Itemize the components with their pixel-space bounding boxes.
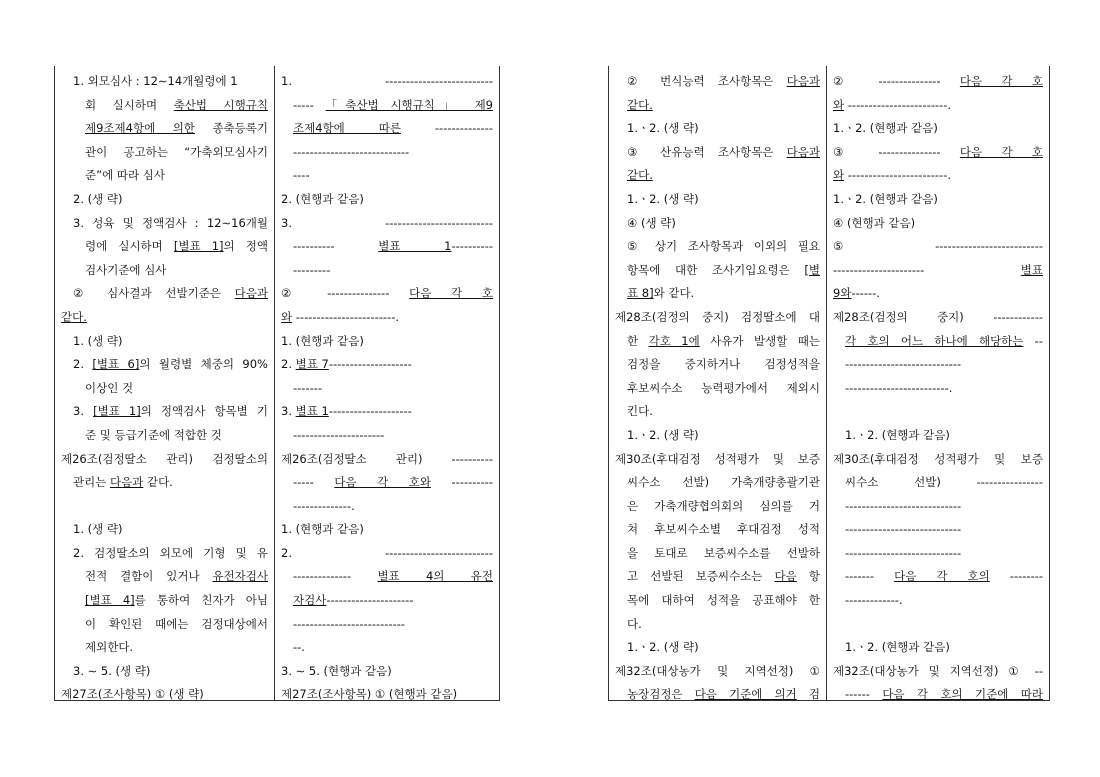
text-line: [833, 377, 1043, 401]
text-segment: 검정을 중지하거나 검정성적을: [627, 357, 820, 372]
text-line: [833, 330, 1043, 354]
underlined-text: 같다.: [627, 168, 653, 183]
underlined-text: 별표 7: [295, 357, 329, 372]
text-segment: ② ---------------: [281, 286, 410, 301]
underlined-text: [별표 1]: [93, 404, 141, 419]
text-line: [615, 188, 820, 212]
text-line: [281, 565, 493, 589]
text-line: [833, 164, 1043, 188]
text-line: [833, 448, 1043, 472]
text-segment: 관이 공고하는 “가축외모심사기: [85, 144, 268, 159]
text-line: [615, 330, 820, 354]
underlined-text: 유전자검사: [212, 569, 268, 584]
underlined-text: 제9조제4항에 의한: [85, 121, 195, 136]
text-line: [61, 117, 268, 141]
text-segment: 같다.: [143, 475, 173, 490]
text-segment: 농장검정은: [627, 687, 695, 700]
text-line: [61, 565, 268, 589]
text-line: [833, 636, 1043, 660]
text-line: [615, 495, 820, 519]
text-line: [61, 636, 268, 660]
text-segment: ------.: [851, 286, 880, 301]
text-line: [615, 164, 820, 188]
text-segment: 1.ㆍ2. (현행과 같음): [845, 427, 950, 442]
text-segment: ----------------------: [293, 427, 385, 442]
text-segment: ------------------------.: [292, 309, 400, 324]
underlined-text: 다음과: [786, 74, 820, 88]
text-segment: -------: [293, 380, 323, 395]
underlined-text: 표 8]: [627, 286, 654, 301]
text-line: [615, 377, 820, 401]
text-segment: 이상인 것: [85, 380, 134, 395]
text-segment: 1. --------------------------: [281, 74, 493, 88]
text-line: [615, 117, 820, 141]
text-line: [61, 613, 268, 637]
text-line: [615, 259, 820, 283]
underlined-text: 각호 1에: [648, 333, 700, 348]
text-segment: 전적 결함이 있거나: [85, 569, 213, 584]
underlined-text: 9와: [833, 286, 852, 301]
text-line: [615, 448, 820, 472]
text-segment: 1. 외모심사 : 12∼14개월령에 1: [73, 74, 238, 88]
text-segment: ------------------------.: [844, 168, 952, 183]
text-line: [615, 94, 820, 118]
text-line: [833, 235, 1043, 259]
text-line: [615, 518, 820, 542]
revised-text-column: [275, 66, 499, 700]
text-line: [281, 495, 493, 519]
text-segment: ----------------------------: [845, 498, 962, 513]
revised-text-column: [827, 66, 1049, 700]
underlined-text: 다음: [774, 569, 797, 584]
underlined-text: [별표 6]: [92, 357, 140, 372]
text-segment: -----: [293, 97, 326, 112]
text-segment: 준 및 등급기준에 적합한 것: [85, 427, 222, 442]
text-line: [615, 565, 820, 589]
text-segment: 항: [796, 569, 820, 584]
text-line: [281, 117, 493, 141]
underlined-text: 다음 각 호와: [334, 475, 431, 490]
text-line: [615, 306, 820, 330]
text-segment: 1.ㆍ2. (생 략): [627, 640, 699, 655]
current-text-column: [609, 66, 827, 700]
current-text-column: [55, 66, 275, 700]
text-segment: 제외한다.: [85, 640, 134, 655]
text-line: [281, 448, 493, 472]
text-line: [61, 542, 268, 566]
text-line: [281, 400, 493, 424]
text-line: [833, 259, 1043, 283]
text-segment: 제27조(조사항목) ① (현행과 같음): [281, 687, 458, 700]
text-line: [61, 495, 268, 519]
text-segment: --------------------: [328, 357, 412, 372]
text-line: [833, 353, 1043, 377]
text-segment: ④ (생 략): [627, 215, 676, 230]
text-line: [833, 660, 1043, 684]
text-line: [833, 518, 1043, 542]
underlined-text: 다음 각 호: [409, 286, 493, 301]
text-segment: -------------------------.: [845, 380, 953, 395]
text-line: [833, 70, 1043, 94]
text-segment: ③ 산유능력 조사항목은: [627, 144, 787, 159]
text-segment: 회 실시하며: [85, 97, 174, 112]
text-line: [61, 188, 268, 212]
text-line: [615, 212, 820, 236]
text-line: [833, 282, 1043, 306]
text-line: [615, 613, 820, 637]
text-line: [281, 377, 493, 401]
text-segment: 제30조(후대검정 성적평가 및 보증: [833, 451, 1043, 466]
text-line: [615, 471, 820, 495]
text-segment: 1. (현행과 같음): [281, 333, 364, 348]
text-line: [281, 141, 493, 165]
text-segment: 3. ∼ 5. (생 략): [73, 663, 151, 678]
text-segment: 2.: [73, 357, 93, 372]
text-line: [833, 589, 1043, 613]
text-segment: 씨수소 선발) 가축개량총괄기관: [627, 475, 820, 490]
text-segment: ③ ---------------: [833, 144, 960, 159]
text-line: [281, 471, 493, 495]
text-segment: 1.ㆍ2. (생 략): [627, 121, 699, 136]
text-line: [833, 141, 1043, 165]
text-segment: 1.ㆍ2. (생 략): [627, 191, 699, 206]
text-line: [281, 259, 493, 283]
text-segment: 2. (생 략): [73, 191, 123, 206]
text-segment: 목에 대하여 성적을 공표해야 한: [627, 593, 820, 608]
underlined-text: 별표: [1020, 262, 1043, 277]
text-segment: ② ---------------: [833, 74, 960, 88]
underlined-text: 별표 4의 유전: [377, 569, 493, 584]
text-line: [281, 164, 493, 188]
text-segment: 다.: [627, 616, 642, 631]
text-segment: 항목에 대한 조사기입요령은: [627, 262, 805, 277]
text-segment: 를 통하여 친자가 아님: [134, 593, 268, 608]
underlined-text: [별: [804, 262, 820, 277]
text-line: [61, 330, 268, 354]
text-line: [615, 141, 820, 165]
text-segment: 제28조(검정의 중지) 검정딸소에 대: [615, 309, 820, 324]
text-segment: 2. (현행과 같음): [281, 191, 364, 206]
text-segment: 1.ㆍ2. (현행과 같음): [833, 191, 938, 206]
text-segment: 2.: [281, 357, 296, 372]
underlined-text: 같다.: [61, 309, 87, 324]
underlined-text: 다음과: [786, 144, 820, 159]
text-segment: ④ (현행과 같음): [833, 215, 916, 230]
underlined-text: 다음 각 호의: [894, 569, 990, 584]
text-line: [61, 660, 268, 684]
text-segment: 2. 검정딸소의 외모에 기형 및 유: [73, 545, 268, 560]
text-line: [833, 400, 1043, 424]
text-line: [61, 282, 268, 306]
underlined-text: 같다.: [627, 97, 653, 112]
text-segment: 씨수소 선발) ----------------: [845, 475, 1043, 490]
text-line: [61, 448, 268, 472]
text-line: [615, 282, 820, 306]
text-line: [281, 613, 493, 637]
text-line: [833, 542, 1043, 566]
text-segment: 후보씨수소 능력평가에서 제외시: [627, 380, 820, 395]
text-line: [833, 212, 1043, 236]
left-comparison-table: [54, 66, 500, 701]
text-segment: 1.ㆍ2. (현행과 같음): [833, 121, 938, 136]
text-segment: ----------------------: [833, 262, 1021, 277]
text-line: [281, 542, 493, 566]
text-segment: -------------.: [845, 593, 903, 608]
underlined-text: 자검사: [293, 593, 327, 608]
underlined-text: [별표 4]: [85, 593, 135, 608]
text-segment: 령에 실시하며: [85, 239, 174, 254]
text-segment: 검사기준에 심사: [85, 262, 167, 277]
text-line: [281, 94, 493, 118]
text-line: [281, 188, 493, 212]
text-line: [281, 424, 493, 448]
text-line: [615, 235, 820, 259]
text-line: [61, 212, 268, 236]
text-segment: ----------------------------: [845, 357, 962, 372]
underlined-text: 다음 각 호: [959, 144, 1043, 159]
text-line: [281, 353, 493, 377]
text-line: [61, 164, 268, 188]
underlined-text: 와: [833, 168, 845, 183]
text-segment: 3.: [73, 404, 94, 419]
text-line: [61, 259, 268, 283]
text-segment: 1. (현행과 같음): [281, 522, 364, 537]
text-segment: 1.ㆍ2. (현행과 같음): [845, 640, 950, 655]
text-line: [615, 636, 820, 660]
text-line: [281, 235, 493, 259]
text-segment: 의 정액: [223, 239, 268, 254]
text-segment: 3. --------------------------: [281, 215, 493, 230]
text-line: [61, 471, 268, 495]
text-line: [833, 94, 1043, 118]
text-segment: ---------: [293, 262, 331, 277]
text-line: [281, 636, 493, 660]
text-line: [833, 306, 1043, 330]
text-line: [281, 683, 493, 700]
text-line: [615, 424, 820, 448]
underlined-text: 다음 기준에 의거: [694, 687, 797, 700]
text-line: [61, 424, 268, 448]
text-line: [615, 589, 820, 613]
text-line: [281, 589, 493, 613]
underlined-text: 와: [281, 309, 293, 324]
text-segment: ----: [293, 168, 310, 183]
text-line: [61, 306, 268, 330]
text-line: [61, 141, 268, 165]
text-segment: ------: [845, 687, 883, 700]
text-segment: ⑤ 상기 조사항목과 이외의 필요: [627, 239, 820, 254]
text-segment: 제30조(후대검정 성적평가 및 보증: [615, 451, 820, 466]
underlined-text: 각 호의 어느 하나에 해당하는: [845, 333, 1024, 348]
text-segment: ----------: [293, 239, 379, 254]
text-line: [61, 400, 268, 424]
text-line: [615, 70, 820, 94]
text-segment: ② 심사결과 선발기준은: [73, 286, 235, 301]
text-segment: 의 월령별 체중의 90%: [139, 357, 268, 372]
underlined-text: 별표 1: [295, 404, 329, 419]
underlined-text: [별표 1]: [173, 239, 224, 254]
text-segment: 을 토대로 보증씨수소를 선발하: [627, 545, 820, 560]
text-line: [61, 377, 268, 401]
text-line: [61, 70, 268, 94]
text-segment: 제27조(조사항목) ① (생 략): [61, 687, 204, 700]
text-segment: 의 정액검사 항목별 기: [140, 404, 268, 419]
text-segment: 관리는: [73, 475, 110, 490]
text-segment: 준”에 따라 심사: [85, 168, 165, 183]
text-segment: 쳐 후보씨수소별 후대검정 성적: [627, 522, 820, 537]
text-segment: 종축등록기: [194, 121, 268, 136]
text-line: [833, 565, 1043, 589]
text-segment: ② 번식능력 조사항목은: [627, 74, 787, 88]
text-segment: 2. --------------------------: [281, 545, 493, 560]
text-line: [61, 94, 268, 118]
text-segment: ----------------------------: [845, 522, 962, 537]
text-segment: 제26조(검정딸소 관리) ----------: [281, 451, 493, 466]
underlined-text: 별표 1: [378, 239, 452, 254]
underlined-text: 다음 각 호: [959, 74, 1043, 88]
text-segment: ------------------------.: [844, 97, 952, 112]
text-line: [833, 495, 1043, 519]
text-line: [281, 660, 493, 684]
text-segment: 1.ㆍ2. (생 략): [627, 427, 699, 442]
text-segment: 3. 성육 및 정액검사 : 12∼16개월: [73, 215, 268, 230]
text-segment: 제32조(대상농가 및 지역선정) ①: [615, 663, 820, 678]
underlined-text: 축산법 시행규칙: [173, 97, 268, 112]
text-segment: 3. ∼ 5. (현행과 같음): [281, 663, 392, 678]
text-segment: ----------: [430, 475, 493, 490]
text-line: [615, 353, 820, 377]
text-segment: 은 가축개량협의회의 심의를 거: [627, 498, 820, 513]
text-segment: 킨다.: [627, 404, 653, 419]
text-line: [281, 212, 493, 236]
text-segment: 제28조(검정의 중지) ------------: [833, 309, 1043, 324]
text-segment: 1. (생 략): [73, 333, 123, 348]
text-line: [833, 188, 1043, 212]
text-segment: -----: [293, 475, 335, 490]
text-segment: --: [1023, 333, 1043, 348]
text-line: [833, 117, 1043, 141]
text-line: [615, 400, 820, 424]
text-line: [615, 660, 820, 684]
text-segment: ----------------------------: [845, 545, 962, 560]
text-segment: --.: [293, 640, 305, 655]
text-segment: --------------------: [328, 404, 412, 419]
text-line: [61, 683, 268, 700]
text-segment: ----------: [451, 239, 493, 254]
text-segment: --------------: [400, 121, 493, 136]
text-line: [61, 518, 268, 542]
text-line: [61, 589, 268, 613]
text-segment: 한: [627, 333, 649, 348]
underlined-text: 다음과: [109, 475, 144, 490]
text-line: [833, 471, 1043, 495]
text-segment: 고 선발된 보증씨수소는: [627, 569, 775, 584]
text-segment: 1. (생 략): [73, 522, 123, 537]
text-segment: ⑤ --------------------------: [833, 239, 1043, 254]
text-line: [281, 282, 493, 306]
text-line: [833, 683, 1043, 700]
text-line: [615, 683, 820, 700]
text-line: [281, 306, 493, 330]
underlined-text: 「축산법 시행규칙」 제9: [325, 97, 493, 112]
text-segment: 제26조(검정딸소 관리) 검정딸소의: [61, 451, 268, 466]
text-line: [833, 424, 1043, 448]
text-segment: 3.: [281, 404, 296, 419]
text-line: [61, 353, 268, 377]
text-segment: ---------------------: [326, 593, 414, 608]
text-segment: --------------.: [293, 498, 355, 513]
text-segment: -------: [845, 569, 895, 584]
text-segment: --------------: [293, 569, 378, 584]
text-line: [281, 518, 493, 542]
text-segment: 사유가 발생할 때는: [699, 333, 820, 348]
text-segment: ----------------------------: [293, 144, 410, 159]
text-line: [281, 330, 493, 354]
underlined-text: 와: [833, 97, 845, 112]
text-segment: ---------------------------: [293, 616, 406, 631]
text-line: [61, 235, 268, 259]
text-line: [833, 613, 1043, 637]
text-line: [281, 70, 493, 94]
text-line: [615, 542, 820, 566]
text-segment: 제32조(대상농가 및 지역선정) ① --: [833, 663, 1043, 678]
underlined-text: 다음과: [234, 286, 268, 301]
underlined-text: 조제4항에 따른: [293, 121, 401, 136]
text-segment: 검: [796, 687, 820, 700]
text-segment: --------: [989, 569, 1043, 584]
text-segment: 와 같다.: [653, 286, 695, 301]
right-comparison-table: [608, 66, 1050, 701]
underlined-text: 다음 각 호의 기준에 따라: [882, 687, 1043, 700]
text-segment: 이 확인된 때에는 검정대상에서: [85, 616, 268, 631]
